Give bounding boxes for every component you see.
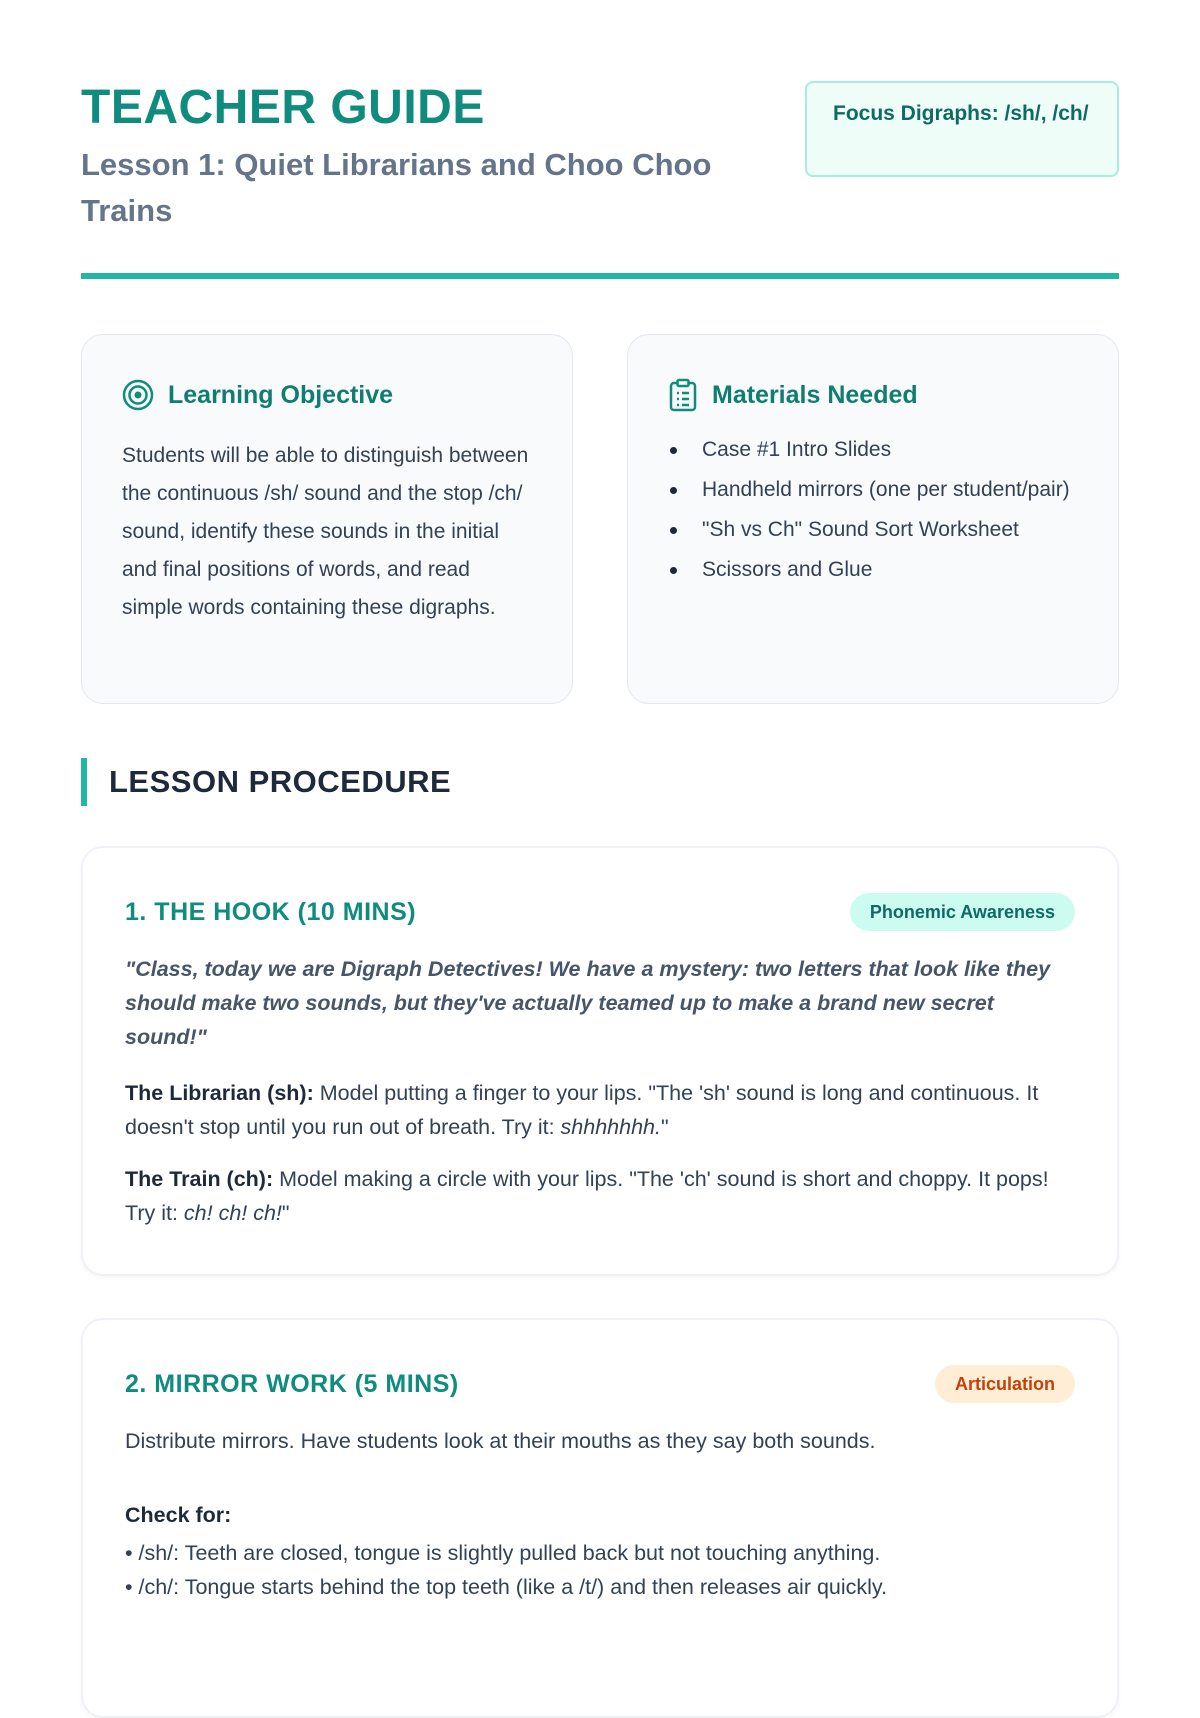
- list-item: Case #1 Intro Slides: [668, 433, 1078, 466]
- list-item: • /sh/: Teeth are closed, tongue is slightly pulled back but not touching anything.: [125, 1541, 881, 1565]
- learning-objective-header: [122, 375, 532, 415]
- check-for-label: Check for:: [125, 1503, 232, 1527]
- step-header: [125, 1364, 1075, 1404]
- step-title: 2. MIRROR WORK (5 MINS): [125, 1369, 459, 1398]
- materials-card: [627, 334, 1119, 704]
- articulation-tag: Articulation: [935, 1365, 1075, 1403]
- materials-list: [668, 433, 1078, 586]
- librarian-label: The Librarian (sh):: [125, 1081, 314, 1105]
- check-list: [125, 1536, 1075, 1604]
- hook-quote: "Class, today we are Digraph Detectives! We have a mystery: two letters that look like they should make two sounds, but they've actually teamed up to make a brand new secret sound!": [125, 957, 1051, 1049]
- step-card-mirror-work: [81, 1318, 1119, 1718]
- librarian-instruction: [125, 1076, 1075, 1144]
- learning-objective-text: Students will be able to distinguish between the continuous /sh/ sound and the stop /ch/ sound, identify these sounds in the initial and final positions of words, and read simple words containing these digraphs.: [122, 444, 529, 619]
- train-instruction: [125, 1162, 1075, 1230]
- lesson-procedure-heading: [81, 758, 1119, 806]
- train-sound: ch! ch! ch!: [183, 1201, 282, 1225]
- lesson-subtitle: Lesson 1: Quiet Librarians and Choo Choo Trains: [81, 147, 712, 228]
- page-title: TEACHER GUIDE: [81, 81, 485, 134]
- header-divider: [81, 273, 1119, 279]
- clipboard-icon: [668, 378, 698, 412]
- step-card-hook: [81, 846, 1119, 1276]
- train-text: Model making a circle with your lips. "The 'ch' sound is short and choppy. It pops! Try it:: [125, 1167, 1049, 1225]
- target-icon: [122, 379, 154, 411]
- info-cards: [81, 334, 1119, 704]
- librarian-end: ": [660, 1115, 669, 1139]
- librarian-text: Model putting a finger to your lips. "The 'sh' sound is long and continuous. It doesn't stop until you run out of breath. Try it:: [125, 1081, 1039, 1139]
- list-item: "Sh vs Ch" Sound Sort Worksheet: [668, 513, 1078, 546]
- header: [81, 0, 1119, 282]
- learning-objective-title: Learning Objective: [168, 380, 394, 409]
- list-item: Handheld mirrors (one per student/pair): [668, 473, 1078, 506]
- step-title: 1. THE HOOK (10 MINS): [125, 897, 417, 926]
- step-header: [125, 892, 1075, 932]
- mirror-instruction: Distribute mirrors. Have students look at their mouths as they say both sounds.: [125, 1429, 876, 1453]
- list-item: Scissors and Glue: [668, 553, 1078, 586]
- train-label: The Train (ch):: [125, 1167, 274, 1191]
- learning-objective-card: [81, 334, 573, 704]
- materials-title: Materials Needed: [712, 380, 918, 409]
- list-item: • /ch/: Tongue starts behind the top teeth (like a /t/) and then releases air quickly.: [125, 1575, 888, 1599]
- materials-header: [668, 375, 1078, 415]
- train-end: ": [281, 1201, 290, 1225]
- section-title: LESSON PROCEDURE: [109, 764, 452, 799]
- phonemic-awareness-tag: Phonemic Awareness: [850, 893, 1075, 931]
- librarian-sound: shhhhhhh.: [560, 1115, 661, 1139]
- focus-digraphs-badge: Focus Digraphs: /sh/, /ch/: [805, 81, 1119, 177]
